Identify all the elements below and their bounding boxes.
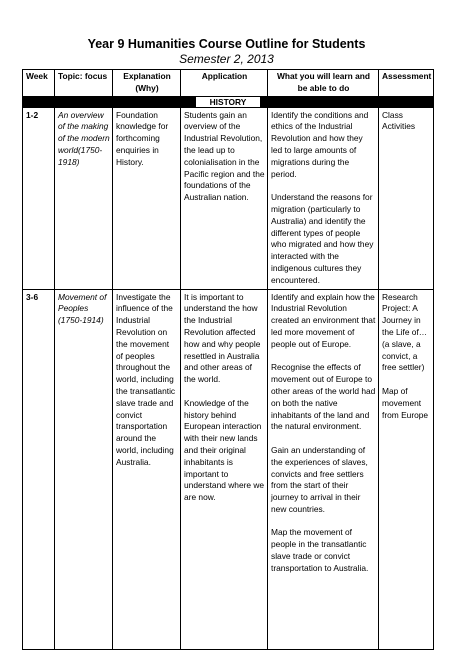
learn-cell bbox=[268, 289, 379, 649]
section-cell bbox=[23, 96, 434, 107]
assessment-item: Map of movement from Europe bbox=[382, 385, 429, 420]
learn-paragraph: Identify the conditions and ethics of the Industrial Revolution and how they led to large amounts of migrations during the period. bbox=[271, 109, 369, 179]
learn-paragraph: Identify and explain how the Industrial Revolution created an environment that led more movement of people out of Europe. bbox=[271, 291, 376, 349]
header-application: Application bbox=[181, 70, 268, 97]
application-cell bbox=[181, 107, 268, 289]
assessment-item: Class Activities bbox=[382, 109, 416, 132]
section-label: HISTORY bbox=[196, 97, 261, 107]
document-title: Year 9 Humanities Course Outline for Students bbox=[87, 37, 366, 51]
course-outline-table bbox=[22, 69, 434, 650]
application-paragraph: Students gain an overview of the Industrial Revolution, the lead up to colonialisation in the Pacific region and the foundations of the Australian nation. bbox=[184, 109, 265, 203]
week-cell: 1-2 bbox=[23, 107, 55, 289]
topic-cell: An overview of the making of the modern world(1750-1918) bbox=[55, 107, 113, 289]
learn-cell bbox=[268, 107, 379, 289]
header-learn: What you will learn and be able to do bbox=[268, 70, 379, 97]
application-paragraph: It is important to understand the how the Industrial Revolution affected how and why people resettled in Australia and other areas of the world. bbox=[184, 291, 261, 385]
learn-paragraph: Understand the reasons for migration (particularly to Australia) and identify the different types of people who migrated and how they interacted with the indigenous cultures they encountered. bbox=[271, 192, 374, 285]
explanation-cell: Foundation knowledge for forthcoming enquiries in History. bbox=[113, 107, 181, 289]
learn-paragraph: Map the movement of people in the transatlantic slave trade or convict transportation to Australia. bbox=[271, 527, 369, 573]
table-row bbox=[23, 289, 434, 649]
assessment-cell bbox=[379, 107, 434, 289]
topic-cell: Movement of Peoples (1750-1914) bbox=[55, 289, 113, 649]
learn-paragraph: Recognise the effects of movement out of Europe to other areas of the world had on both the native inhabitants of the land and the natural environment. bbox=[271, 362, 376, 432]
section-row bbox=[23, 96, 434, 107]
week-cell: 3-6 bbox=[23, 289, 55, 649]
header-week: Week bbox=[23, 70, 55, 97]
application-paragraph: Knowledge of the history behind European interaction with their new lands and their original inhabitants is important to understand where we are now. bbox=[184, 397, 265, 503]
header-topic: Topic: focus bbox=[55, 70, 113, 97]
application-cell bbox=[181, 289, 268, 649]
header-row bbox=[23, 70, 434, 97]
assessment-cell bbox=[379, 289, 434, 649]
document-subtitle: Semester 2, 2013 bbox=[179, 52, 274, 66]
header-assessment: Assessment bbox=[379, 70, 434, 97]
explanation-cell: Investigate the influence of the Industrial Revolution on the movement of peoples throughout the world, including the transatlantic slave trade and convict transportation around the world, including Australia. bbox=[113, 289, 181, 649]
assessment-item: Research Project: A Journey in the Life of… (a slave, a convict, a free settler) bbox=[382, 291, 428, 373]
table-row bbox=[23, 107, 434, 289]
learn-paragraph: Gain an understanding of the experiences of slaves, convicts and free settlers from the start of their journey to arrival in their new countries. bbox=[271, 444, 368, 514]
header-explanation: Explanation (Why) bbox=[113, 70, 181, 97]
